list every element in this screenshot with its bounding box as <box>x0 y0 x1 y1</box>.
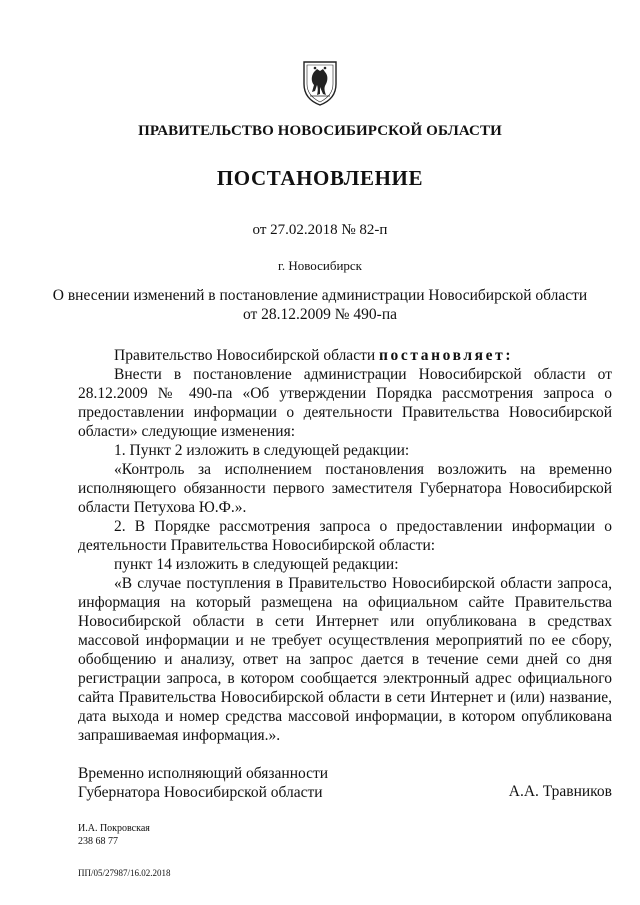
body-paragraph: 1. Пункт 2 изложить в следующей редакции: <box>114 442 410 459</box>
body-paragraph: «Контроль за исполнением постановления возложить на временно исполняющего обязанности первого заместителя Губернатора Новосибирской области Петухова Ю.Ф.». <box>78 461 612 516</box>
signatory-name: А.А. Травников <box>508 783 612 800</box>
body-paragraph: пункт 14 изложить в следующей редакции: <box>114 556 399 573</box>
body-paragraph: «В случае поступления в Правительство Новосибирской области запроса, информация на который размещена на официальном сайте Правительства Новосибирской области в сети Интернет или опубликована в средствах массовой информации и не требует осуществления мероприятий по ее сбору, обобщению и анализу, ответ на запрос дается в течение семи дней со дня регистрации запроса, в котором сообщается электронный адрес официального сайта Правительства Новосибирской области в сети Интернет и (или) название, дата выхода и номер средства массовой информации, в котором опубликована запрашиваемая информация.». <box>78 575 612 744</box>
document-subject <box>0 286 640 324</box>
preamble-text: Правительство Новосибирской области <box>114 347 380 364</box>
executor-name: И.А. Покровская <box>78 823 150 834</box>
executor-phone: 238 68 77 <box>78 836 118 847</box>
document-body <box>78 346 612 745</box>
subject-line-1: О внесении изменений в постановление администрации Новосибирской области <box>52 287 588 304</box>
signatory-title-line-2: Губернатора Новосибирской области <box>78 784 323 801</box>
date-and-number: от 27.02.2018 № 82-п <box>252 222 388 238</box>
organization-heading: ПРАВИТЕЛЬСТВО НОВОСИБИРСКОЙ ОБЛАСТИ <box>138 123 502 139</box>
resolves-keyword: постановляет: <box>379 347 514 364</box>
signatory-title <box>78 764 328 802</box>
preamble-paragraph <box>78 346 612 365</box>
document-code: ПП/05/27987/16.02.2018 <box>78 868 171 878</box>
body-paragraph: Внести в постановление администрации Новосибирской области от 28.12.2009 № 490-па «Об утверждении Порядка рассмотрения запроса о предоставлении информации о деятельности Правительства Новосибирской области» следующие изменения: <box>78 366 612 440</box>
document-type-title: ПОСТАНОВЛЕНИЕ <box>216 166 424 190</box>
novosibirsk-coat-of-arms-icon <box>300 58 340 106</box>
subject-line-2: от 28.12.2009 № 490-па <box>242 306 398 323</box>
executor-block <box>78 822 150 848</box>
signatory-title-line-1: Временно исполняющий обязанности <box>78 765 329 782</box>
body-paragraph: 2. В Порядке рассмотрения запроса о предоставлении информации о деятельности Правительства Новосибирской области: <box>78 518 612 554</box>
city-name: г. Новосибирск <box>277 258 362 273</box>
